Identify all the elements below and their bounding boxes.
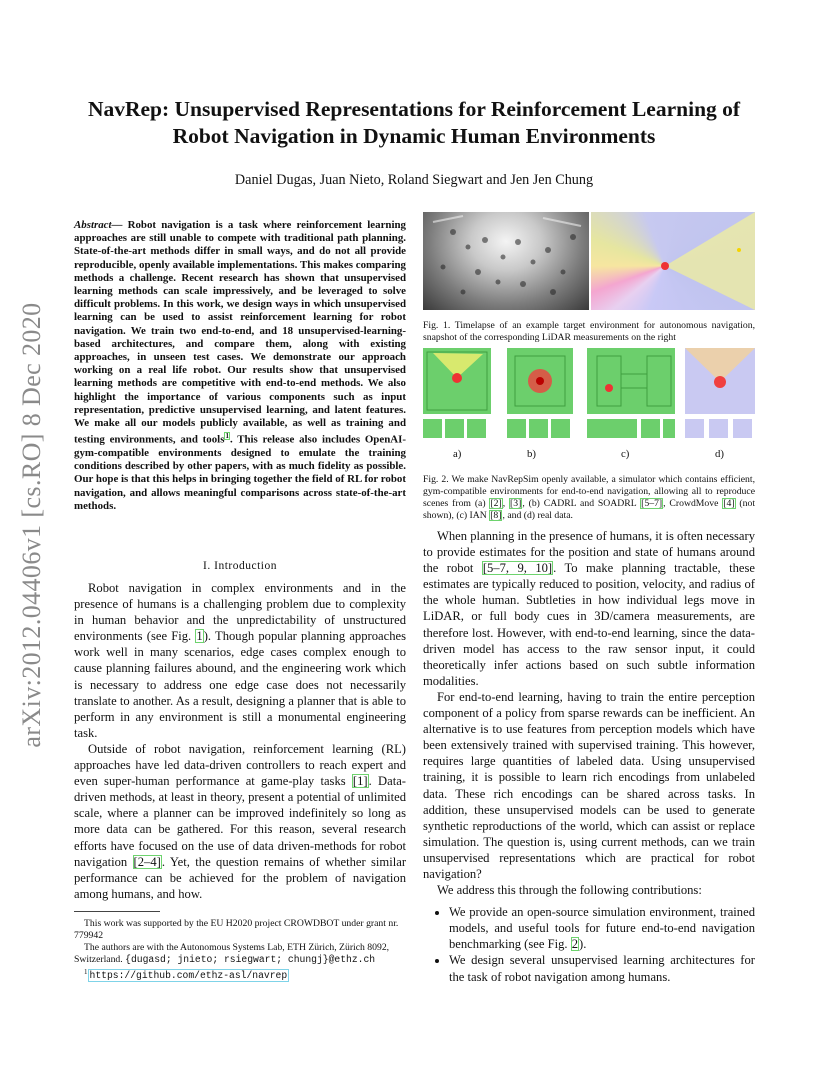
citation-3[interactable]: [3] (510, 498, 522, 509)
footnote-ref-1[interactable]: 1 (225, 432, 229, 441)
intro-paragraph-1: Robot navigation in complex environments and in the presence of humans is a challenging problem due to complexity in human behavior and the unpredictability of unstructured environments (see Fig. 1). Though popular planning approaches work well in many scenarios, edge cases complex enough to cause planning failures abound, and the engineering work which is necessary to address one edge case does not necessarily translate to another. As a result, designing a planner that is able to perform in any environment is still a monumental engineering task. (74, 581, 406, 740)
contributions-list (423, 904, 755, 984)
figure-2 (423, 348, 755, 440)
citation-5-7[interactable]: [5–7] (641, 498, 663, 509)
panel-b (507, 348, 573, 414)
goal-marker (737, 248, 741, 252)
footnotes (74, 918, 408, 982)
footnote-url: $^1$ https://github.com/ethz-asl/navrep (84, 968, 288, 982)
col2-text (423, 528, 755, 985)
thumb-c1 (587, 419, 637, 438)
thumb-b1 (507, 419, 526, 438)
github-link[interactable]: https://github.com/ethz-asl/navrep (89, 970, 288, 982)
abstract-label: Abstract (74, 219, 112, 231)
lidar-rays (591, 212, 755, 310)
citation-2[interactable]: [2] (490, 498, 502, 509)
fig-ref-1[interactable]: 1 (196, 629, 203, 644)
col2-paragraph-3: We address this through the following contributions: (437, 883, 702, 898)
thumb-d1 (685, 419, 704, 438)
panel-c-map (587, 348, 675, 414)
panel-d-map (685, 348, 755, 414)
citation-8[interactable]: [8] (490, 510, 502, 521)
intro-text (74, 580, 406, 902)
citation-group[interactable]: [5–7, 9, 10] (482, 561, 553, 576)
arxiv-stamp (12, 290, 52, 760)
thumb-b2 (529, 419, 548, 438)
contribution-2: • We design several unsupervised learning architectures for the task of robot navigation among humans. (449, 952, 755, 984)
citation-1[interactable]: [1] (352, 774, 368, 789)
figure-1-caption: Fig. 1. Timelapse of an example target environment for autonomous navigation, snapshot of the corresponding LiDAR measurements on the right (423, 320, 755, 343)
panel-a (423, 348, 491, 414)
footnote-divider (74, 911, 160, 912)
panel-label-d: d) (715, 448, 724, 460)
fig-ref-2[interactable]: 2 (571, 937, 579, 952)
abstract-body: — Robot navigation is a task where reinforcement learning approaches are still unable to compete with traditional path planning. State-of-the-art methods differ in small ways, and do not all provide reproducible, openly available implementations. This makes comparing methods a challenge. Recent research has shown that unsupervised learning methods can scale impressively, and be leveraged to solve difficult problems. In this work, we design ways in which unsupervised learning can be used to assist reinforcement learning for robot navigation. We train two end-to-end, and 18 unsupervised-learning-based architectures, and compare them, along with existing approaches, in unseen test cases. We demonstrate our approach working on a real life robot. Our results show that unsupervised learning methods are competitive with end-to-end methods. We also highlight the importance of various components such as input representation, predictive unsupervised learning, and latent features. We make all our models publicly available, as well as training and testing environments, and tools (74, 219, 406, 446)
col2-paragraph-2: For end-to-end learning, having to train the entire perception component of a policy from sparse rewards can be inefficient. An alternative is to use features from perception models which have been extensively trained with supervised training. This however, requires large quantities of labeled data. Using unsupervised training, it is possible to learn rich encodings from unlabeled data. These rich encodings can be shared across tasks. In addition, these unsupervised models can be used to generate synthetic reproductions of the world, which can assist or replace simulation. The question is, using current methods, can we train unsupervised representations which are practical for robot navigation? (423, 689, 755, 881)
panel-c (587, 348, 675, 414)
thumb-b3 (551, 419, 570, 438)
citation-4[interactable]: [4] (723, 498, 735, 509)
abstract (74, 219, 406, 513)
panel-label-a: a) (453, 448, 462, 460)
paper-title (60, 96, 768, 150)
figure-2-caption: Fig. 2. We make NavRepSim openly available, a simulator which contains efficient, gym-compatible environments for end-to-end navigation, allowing all to reproduce scenes from (a) [2], [3], (b) CADRL and SOADRL [5–7], CrowdMove [4] (not shown), (c) IAN [8], and (d) real data. (423, 474, 756, 521)
abstract-body-end: . This release also includes OpenAI-gym-compatible environments designed to emulate the training conditions described by other papers, with as much fidelity as possible. Our hope is that this helps in bringing together the field of RL for robot navigation, and allows meaningful comparisons across state-of-the-art methods. (74, 433, 406, 512)
thumb-d2 (709, 419, 728, 438)
title-line-2: Robot Navigation in Dynamic Human Environments (172, 124, 656, 148)
citation-2-4[interactable]: [2–4] (133, 854, 161, 869)
contribution-1: • We provide an open-source simulation environment, trained models, and useful tools for future end-to-end navigation benchmarking (see Fig. 2). (449, 904, 755, 952)
section-heading-introduction: I. Introduction (203, 560, 277, 572)
footnote-emails: {dugasd; jnieto; rsiegwart; chungj}@ethz.ch (125, 954, 376, 965)
robot-marker (661, 262, 669, 270)
panel-b-map (507, 348, 573, 414)
thumb-a1 (423, 419, 442, 438)
panel-d (685, 348, 755, 414)
figure-1 (423, 212, 755, 312)
thumb-a2 (445, 419, 464, 438)
col2-paragraph-1: When planning in the presence of humans, it is often necessary to provide estimates for the position and state of humans around the robot [5–7, 9, 10]. To make planning tractable, these estimates are typically reduced to position, velocity, and radius of the whole human. Subtleties in how individual legs move in LiDAR, or full body cues in 3D/camera measurements, are therefore lost. However, with end-to-end learning, since the data-driven model has access to the raw sensor input, it could theoretically infer actions based on such subtle information modalities. (423, 529, 755, 688)
thumb-a3 (467, 419, 486, 438)
title-line-1: NavRep: Unsupervised Representations for Reinforcement Learning of (87, 97, 741, 121)
arxiv-id: arXiv:2012.04406v1 [cs.RO] 8 Dec 2020 (17, 302, 46, 748)
timelapse-photo (423, 212, 589, 310)
panel-label-c: c) (621, 448, 630, 460)
panel-a-map (423, 348, 491, 414)
author-list: Daniel Dugas, Juan Nieto, Roland Siegwart and Jen Jen Chung (234, 172, 594, 188)
thumb-c2 (641, 419, 660, 438)
footnote-support: This work was supported by the EU H2020 project CROWDBOT under grant nr. 779942 (74, 918, 399, 941)
intro-paragraph-2: Outside of robot navigation, reinforcement learning (RL) approaches have led data-driven controllers to reach expert and even super-human performance at game-play tasks [1]. Data-driven methods, at least in theory, present a potential of unlimited scale, where a planner can be improved indefinitely so long as more data can be gathered. For this reason, several research efforts have focused on the use of data driven-methods for robot navigation [2–4]. Yet, the question remains of whether similar performance can be achieved for the problem of navigation among humans, and how. (74, 741, 407, 901)
thumb-d3 (733, 419, 752, 438)
panel-label-b: b) (527, 448, 536, 460)
crowd-image (423, 212, 589, 310)
thumb-c3 (663, 419, 675, 438)
footnote-affiliation: The authors are with the Autonomous Systems Lab, ETH Zürich, Zürich 8092, Switzerland. {dugasd; jnieto; rsiegwart; chungj}@ethz.ch (74, 942, 390, 965)
lidar-snapshot (591, 212, 755, 310)
